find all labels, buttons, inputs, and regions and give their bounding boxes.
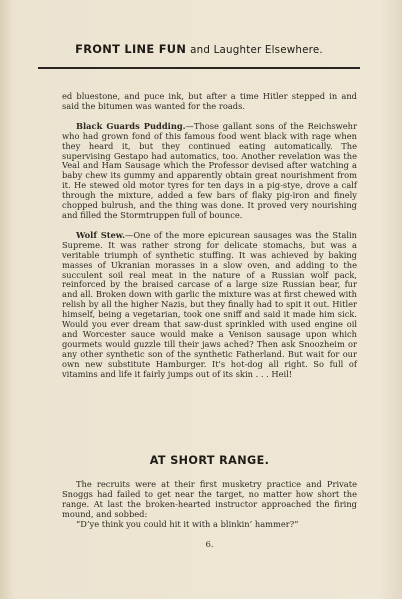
paragraph-continuation xyxy=(62,92,357,112)
paragraph-text: —One of the more epicurean sausages was the Stalin Supreme. It was rather strong for delicate stomachs, but was a veritable triumph of synthetic stuffing. It was achieved by baking masses of Ukranian morasses in a slow oven, and adding to the succulent soil real meat in the nature of a Russian wolf pack, reinforced by the braised carcase of a large size Russian bear, fur and all. Broken down with garlic the mixture was at first chewed with relish by all the higher Nazis, but they finally had to spit it out. Hitler himself, being a vegetarian, took one sniff and said it made him sick. Would you ever dream that saw-dust sprinkled with used engine oil and Worcester sauce would make a Venison sausage upon which gourmets would guzzle till their jaws ached? Then ask Snoozheim or any other synthetic son of the synthetic Fatherland. But wait for our own new substitute Hamburger. It's hot-dog all right. So full of vitamins and life it fairly jumps out of its skin . . . Heil! xyxy=(62,229,357,379)
paragraph-lead: Wolf Stew. xyxy=(76,229,126,240)
paragraph-text: ed bluestone, and puce ink, but after a time Hitler stepped in and said the bitumen was wanted for the roads. xyxy=(62,91,357,111)
article-body xyxy=(62,92,357,379)
paragraph-wolf-stew xyxy=(62,231,357,380)
paragraph-lead: Black Guards Pudding. xyxy=(76,120,186,131)
section-quote: “D’ye think you could hit it with a blinkin’ hammer?” xyxy=(76,518,299,529)
header-rule xyxy=(38,67,360,69)
header-title: FRONT LINE FUN xyxy=(75,42,187,56)
page-number: 6. xyxy=(205,540,214,550)
section-heading: AT SHORT RANGE. xyxy=(149,454,270,467)
running-header xyxy=(38,42,360,68)
paragraph-black-guards-pudding xyxy=(62,122,357,221)
section-body xyxy=(62,480,357,530)
header-subtitle: and Laughter Elsewhere. xyxy=(190,44,323,56)
paragraph-text: —Those gallant sons of the Reichswehr who had grown fond of this famous food went black with rage when they heard it, but they continued eating automatically. The supervising Gestapo had automatics, too. Another revelation was the Veal and Ham Sausage which the Professor devised after watching a baby chew its gummy and apparently obtain great nourishment from it. He stewed old motor tyres for ten days in a pig-stye, drove a calf through the mixture, added a few bars of flaky pig-iron and finely chopped bulrush, and the thing was done. It proved very nourishing and filled the Stormtruppen full of bounce. xyxy=(62,120,357,220)
section-paragraph: The recruits were at their first musketry practice and Private Snoggs had failed to get near the target, no matter how short the range. At last the broken-hearted instructor approached the firing mound, and sobbed: xyxy=(62,479,357,519)
